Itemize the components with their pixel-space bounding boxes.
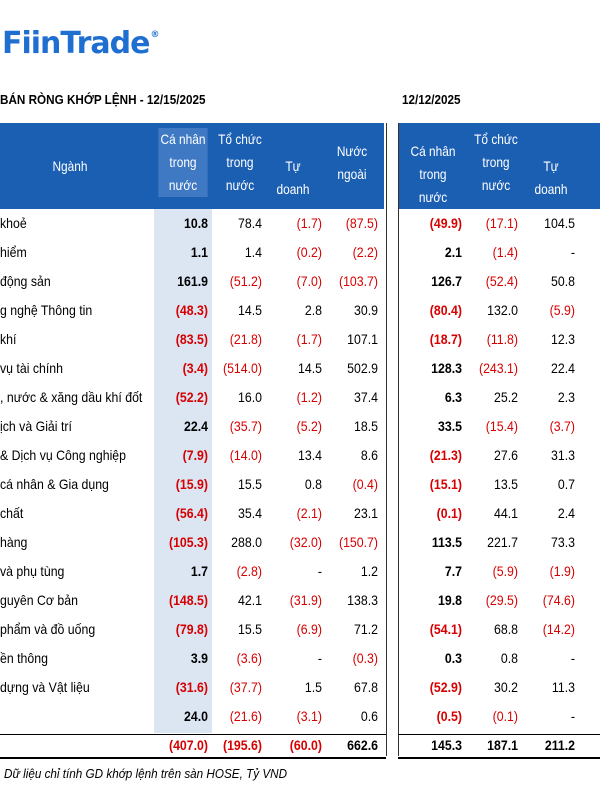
- value-left-col-0: 161.9: [177, 273, 208, 289]
- value-right-col-1: (17.1): [485, 215, 518, 231]
- value-right-col-2: -: [570, 708, 575, 724]
- value-right-col-0: 33.5: [438, 418, 462, 434]
- value-right-col-2: 22.4: [551, 360, 575, 376]
- fiintrade-logo: FiinTrade®: [2, 26, 159, 61]
- total-left-col-0: (407.0): [168, 737, 208, 753]
- header-left-col-2: Tự doanh: [276, 158, 310, 197]
- header-nganh: Ngành: [52, 158, 88, 174]
- value-left-col-3: (150.7): [338, 534, 378, 550]
- value-left-col-2: 1.5: [304, 679, 322, 695]
- value-right-col-1: 27.6: [494, 447, 518, 463]
- value-right-col-1: 132.0: [487, 302, 518, 318]
- value-left-col-1: (21.8): [229, 331, 262, 347]
- value-right-col-2: 2.4: [557, 505, 575, 521]
- value-left-col-0: 10.8: [184, 215, 208, 231]
- header-left-col-3: Nước ngoài: [336, 143, 368, 182]
- value-right-col-0: (49.9): [429, 215, 462, 231]
- value-left-col-0: (148.5): [168, 592, 208, 608]
- value-left-col-2: 13.4: [298, 447, 322, 463]
- value-left-col-1: (14.0): [229, 447, 262, 463]
- value-right-col-1: 221.7: [487, 534, 518, 550]
- sector-name: động sản: [0, 273, 51, 289]
- value-right-col-0: 6.3: [444, 389, 462, 405]
- divider-left: [386, 123, 387, 756]
- value-left-col-0: 24.0: [184, 708, 208, 724]
- total-left-col-1: (195.6): [222, 737, 262, 753]
- total-left-col-2: (60.0): [289, 737, 322, 753]
- value-right-col-1: (29.5): [485, 592, 518, 608]
- sector-name: & Dịch vụ Công nghiệp: [0, 447, 127, 463]
- value-right-col-1: (243.1): [478, 360, 518, 376]
- value-right-col-0: 7.7: [444, 563, 462, 579]
- value-left-col-1: 35.4: [238, 505, 262, 521]
- value-right-col-2: 11.3: [551, 679, 575, 695]
- sector-name: khí: [0, 331, 17, 347]
- value-right-col-1: 44.1: [494, 505, 518, 521]
- value-left-col-0: (56.4): [175, 505, 208, 521]
- table-row: [0, 673, 600, 702]
- value-right-col-2: 73.3: [551, 534, 575, 550]
- value-right-col-0: 113.5: [431, 534, 462, 550]
- sector-name: dựng và Vật liệu: [0, 679, 90, 695]
- value-right-col-0: 0.3: [444, 650, 462, 666]
- value-left-col-3: 37.4: [354, 389, 378, 405]
- table-row: [0, 528, 600, 557]
- sector-name: , nước & xăng dầu khí đốt: [0, 389, 143, 405]
- value-right-col-2: 50.8: [551, 273, 575, 289]
- value-left-col-2: (1.7): [296, 331, 322, 347]
- value-left-col-2: 14.5: [298, 360, 322, 376]
- value-left-col-0: (15.9): [175, 476, 208, 492]
- table-row: [0, 702, 600, 731]
- value-left-col-2: -: [317, 650, 322, 666]
- value-right-col-1: 0.8: [500, 650, 518, 666]
- value-left-col-3: 138.3: [347, 592, 378, 608]
- sector-name: cá nhân & Gia dụng: [0, 476, 109, 492]
- total-right-col-2: 211.2: [544, 737, 575, 753]
- value-right-col-2: (3.7): [549, 418, 575, 434]
- value-left-col-1: 15.5: [238, 476, 262, 492]
- value-right-col-2: (14.2): [542, 621, 575, 637]
- value-left-col-0: 1.7: [190, 563, 208, 579]
- value-left-col-3: 67.8: [354, 679, 378, 695]
- value-left-col-0: 1.1: [190, 244, 208, 260]
- value-right-col-2: -: [570, 650, 575, 666]
- value-left-col-3: (103.7): [338, 273, 378, 289]
- sector-name: hàng: [0, 534, 28, 550]
- value-left-col-2: (1.7): [296, 215, 322, 231]
- footnote: Dữ liệu chỉ tính GD khớp lệnh trên sàn HOSE, Tỷ VND: [4, 766, 288, 781]
- total-line-top-right: [398, 734, 600, 735]
- value-left-col-2: -: [317, 563, 322, 579]
- table-row: [0, 412, 600, 441]
- value-right-col-2: (5.9): [549, 302, 575, 318]
- value-left-col-3: 502.9: [347, 360, 378, 376]
- header-right-col-0: Cá nhân trong nước: [410, 143, 456, 205]
- value-left-col-1: 42.1: [238, 592, 262, 608]
- value-left-col-2: (7.0): [296, 273, 322, 289]
- value-left-col-3: 18.5: [354, 418, 378, 434]
- value-right-col-0: 128.3: [431, 360, 462, 376]
- value-left-col-2: (6.9): [296, 621, 322, 637]
- value-right-col-0: (80.4): [429, 302, 462, 318]
- value-left-col-3: (87.5): [345, 215, 378, 231]
- table-row: [0, 441, 600, 470]
- value-left-col-3: 71.2: [354, 621, 378, 637]
- value-left-col-0: (52.2): [175, 389, 208, 405]
- value-left-col-1: 78.4: [238, 215, 262, 231]
- value-right-col-1: (0.1): [492, 708, 518, 724]
- value-left-col-2: (31.9): [289, 592, 322, 608]
- total-line-top: [0, 734, 386, 735]
- value-left-col-0: (3.4): [182, 360, 208, 376]
- table-row: [0, 325, 600, 354]
- table-row: [0, 238, 600, 267]
- value-right-col-1: (11.8): [486, 331, 518, 347]
- value-right-col-1: 30.2: [494, 679, 518, 695]
- header-right-col-1: Tổ chức trong nước: [474, 131, 518, 193]
- value-left-col-1: 1.4: [244, 244, 262, 260]
- value-right-col-2: 104.5: [544, 215, 575, 231]
- sector-name: và phụ tùng: [0, 563, 65, 579]
- value-right-col-2: 0.7: [557, 476, 575, 492]
- value-left-col-1: 14.5: [238, 302, 262, 318]
- value-left-col-3: 30.9: [354, 302, 378, 318]
- total-right-col-1: 187.1: [487, 737, 518, 753]
- value-left-col-1: (2.8): [236, 563, 262, 579]
- value-left-col-0: (105.3): [168, 534, 208, 550]
- value-left-col-3: 0.6: [360, 708, 378, 724]
- value-right-col-0: 19.8: [438, 592, 462, 608]
- table-row: [0, 296, 600, 325]
- value-left-col-2: 2.8: [304, 302, 322, 318]
- value-left-col-1: (37.7): [229, 679, 262, 695]
- value-left-col-1: (35.7): [229, 418, 262, 434]
- value-right-col-2: -: [570, 244, 575, 260]
- table-row: [0, 644, 600, 673]
- value-left-col-0: 22.4: [184, 418, 208, 434]
- value-right-col-0: (21.3): [429, 447, 462, 463]
- sector-name: phẩm và đồ uống: [0, 621, 96, 637]
- value-right-col-0: 126.7: [431, 273, 462, 289]
- table-row: [0, 586, 600, 615]
- sector-name: vụ tài chính: [0, 360, 64, 376]
- value-left-col-0: 3.9: [190, 650, 208, 666]
- value-left-col-1: (51.2): [229, 273, 262, 289]
- value-right-col-0: (0.1): [436, 505, 462, 521]
- value-right-col-2: 31.3: [551, 447, 575, 463]
- sector-name: khoẻ: [0, 215, 27, 231]
- value-left-col-2: (3.1): [296, 708, 322, 724]
- table-row: [0, 209, 600, 238]
- value-right-col-0: (0.5): [436, 708, 462, 724]
- value-left-col-1: (514.0): [222, 360, 262, 376]
- value-left-col-2: (5.2): [296, 418, 322, 434]
- table-row: [0, 499, 600, 528]
- value-right-col-0: 2.1: [444, 244, 462, 260]
- value-left-col-3: 23.1: [354, 505, 378, 521]
- sector-name: chất: [0, 505, 24, 521]
- value-right-col-0: (54.1): [429, 621, 462, 637]
- table-title-left: BÁN RÒNG KHỚP LỆNH - 12/15/2025: [0, 92, 206, 107]
- total-left-col-3: 662.6: [347, 737, 378, 753]
- value-left-col-3: (2.2): [352, 244, 378, 260]
- value-left-col-0: (48.3): [175, 302, 208, 318]
- value-left-col-1: 16.0: [238, 389, 262, 405]
- sector-name: ền thông: [0, 650, 48, 666]
- value-right-col-2: (74.6): [542, 592, 575, 608]
- value-left-col-1: (3.6): [236, 650, 262, 666]
- value-left-col-0: (79.8): [175, 621, 208, 637]
- value-left-col-1: 288.0: [231, 534, 262, 550]
- sector-name: [0, 702, 132, 731]
- value-right-col-2: 2.3: [557, 389, 575, 405]
- value-left-col-2: (2.1): [296, 505, 322, 521]
- table-row: [0, 383, 600, 412]
- table-row: [0, 615, 600, 644]
- table-row: [0, 267, 600, 296]
- total-right-col-0: 145.3: [431, 737, 462, 753]
- sector-name: guyên Cơ bản: [0, 592, 78, 608]
- value-right-col-1: (15.4): [485, 418, 518, 434]
- header-right-col-2: Tự doanh: [534, 158, 568, 197]
- value-left-col-3: (0.4): [352, 476, 378, 492]
- total-line-bottom: [0, 757, 386, 759]
- value-left-col-2: (0.2): [296, 244, 322, 260]
- value-left-col-0: (83.5): [175, 331, 208, 347]
- value-right-col-1: (52.4): [485, 273, 518, 289]
- value-right-col-0: (15.1): [429, 476, 462, 492]
- value-left-col-2: 0.8: [304, 476, 322, 492]
- value-left-col-3: (0.3): [352, 650, 378, 666]
- total-line-bottom-right: [398, 757, 600, 759]
- value-right-col-1: 25.2: [494, 389, 518, 405]
- value-left-col-1: 15.5: [238, 621, 262, 637]
- header-left-col-0: Cá nhân trong nước: [158, 128, 207, 197]
- value-right-col-1: (1.4): [492, 244, 518, 260]
- sector-name: g nghệ Thông tin: [0, 302, 93, 318]
- value-left-col-3: 1.2: [360, 563, 378, 579]
- value-left-col-0: (7.9): [182, 447, 208, 463]
- total-row: [0, 734, 600, 757]
- table-row: [0, 557, 600, 586]
- sector-name: hiểm: [0, 244, 27, 260]
- value-left-col-0: (31.6): [175, 679, 208, 695]
- value-right-col-2: 12.3: [551, 331, 575, 347]
- table-title-right: 12/12/2025: [402, 92, 461, 107]
- table-row: [0, 354, 600, 383]
- value-right-col-0: (18.7): [429, 331, 462, 347]
- value-right-col-0: (52.9): [429, 679, 462, 695]
- value-right-col-1: (5.9): [492, 563, 518, 579]
- value-left-col-2: (32.0): [289, 534, 322, 550]
- sector-name: ịch và Giải trí: [0, 418, 72, 434]
- value-left-col-1: (21.6): [229, 708, 262, 724]
- value-left-col-2: (1.2): [296, 389, 322, 405]
- value-right-col-1: 13.5: [494, 476, 518, 492]
- divider-right: [398, 123, 399, 756]
- value-right-col-2: (1.9): [549, 563, 575, 579]
- value-left-col-3: 107.1: [347, 331, 378, 347]
- table-row: [0, 470, 600, 499]
- header-left-col-1: Tổ chức trong nước: [218, 131, 262, 193]
- value-left-col-3: 8.6: [360, 447, 378, 463]
- value-right-col-1: 68.8: [494, 621, 518, 637]
